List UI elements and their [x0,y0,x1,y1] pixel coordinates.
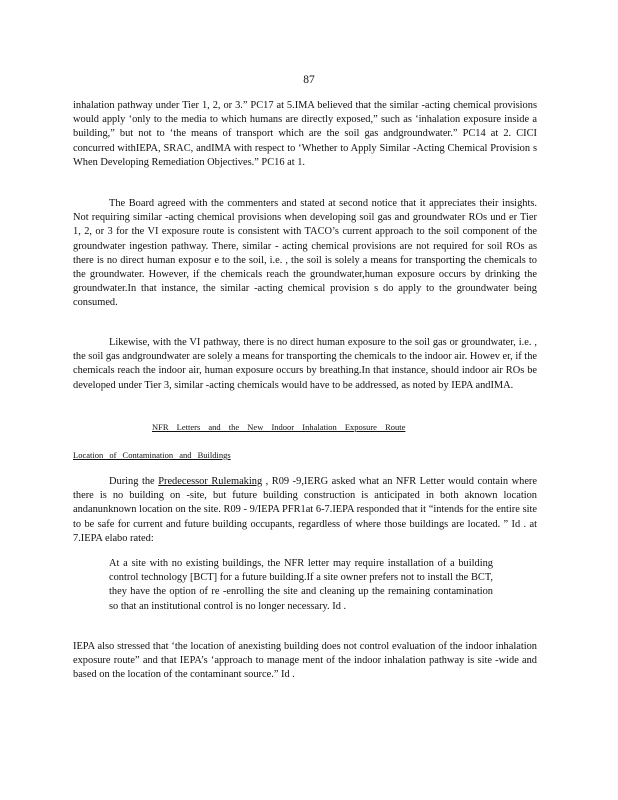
block-quote: At a site with no existing buildings, the NFR letter may require installation of a building control technology [BCT] for a future building.If a site owner prefers not to install the BCT, they have the option of re -enrolling the site and cleaning up the remaining contamination so that an institutional control is no longer necessary. Id . [109,558,493,612]
paragraph-iepa-stressed: IEPA also stressed that ‘the location of anexisting building does not control evaluation of the indoor inhalation exposure route” and that IEPA’s ‘approach to manage ment of the indoor inhalation pathway is site -wide and based on the location of the contaminant source.” Id . [73,641,537,681]
paragraph-text-after: , R09 -9,IERG asked what an NFR Letter would contain where there is no building on -site, but future building construction is anticipated in both aknown location andanunknown location on the site. R09 - 9/IEPA PFR1at 6-7.IEPA responded that it “intends for the entire site to be safe for current and future building occupants, regardless of where those buildings are located. ” Id . at 7.IEPA elabo rated: [73,476,538,544]
paragraph-predecessor-rulemaking [73,475,537,546]
page-number: 87 [303,74,315,86]
paragraph-board-agreement: The Board agreed with the commenters and stated at second notice that it appreciates their insights. Not requiring similar -acting chemical provisions when developing soil gas and groundwater ROs und er Tier 1, 2, or 3 for the VI exposure route is consistent with TACO’s current approach to the soil component of the groundwater ingestion pathway. There, similar - acting chemical provisions are not required for soil ROs as there is no direct human exposur e to the soil, i.e. , the soil is solely a means for transporting the chemicals to the groundwater. However, if the chemicals reach the groundwater,human exposure occurs by drinking the groundwater.In that instance, the similar -acting chemical provision s do apply to the groundwater being consumed. [73,198,537,309]
paragraph-commenter-positions: inhalation pathway under Tier 1, 2, or 3.” PC17 at 5.IMA believed that the similar -acting chemical provisions would apply ‘only to the media to which humans are directly exposed,” such as ‘inhalation exposure inside a building,” but not to ‘the means of transport which are the soil gas andgroundwater.” PC14 at 2. CICI concurred withIEPA, SRAC, andIMA with respect to ‘Whether to Apply Similar -Acting Chemical Provision s When Developing Remediation Objectives.” PC16 at 1. [73,100,537,168]
section-title: NFR Letters and the New Indoor Inhalation Exposure Route [152,422,406,432]
paragraph-vi-pathway: Likewise, with the VI pathway, there is no direct human exposure to the soil gas or groundwater, i.e. , the soil gas andgroundwater are solely a means for transporting the chemicals to the indoor air. Howev er, if the chemicals reach the indoor air, human exposure occurs by breathing.In that instance, should indoor air ROs be developed under Tier 3, similar -acting chemicals would have to be addressed, as noted by IEPA andIMA. [73,337,537,391]
paragraph-text-before: During the [109,476,159,487]
predecessor-rulemaking-link[interactable]: Predecessor Rulemaking [158,476,263,487]
subheading: Location of Contamination and Buildings [73,450,231,460]
